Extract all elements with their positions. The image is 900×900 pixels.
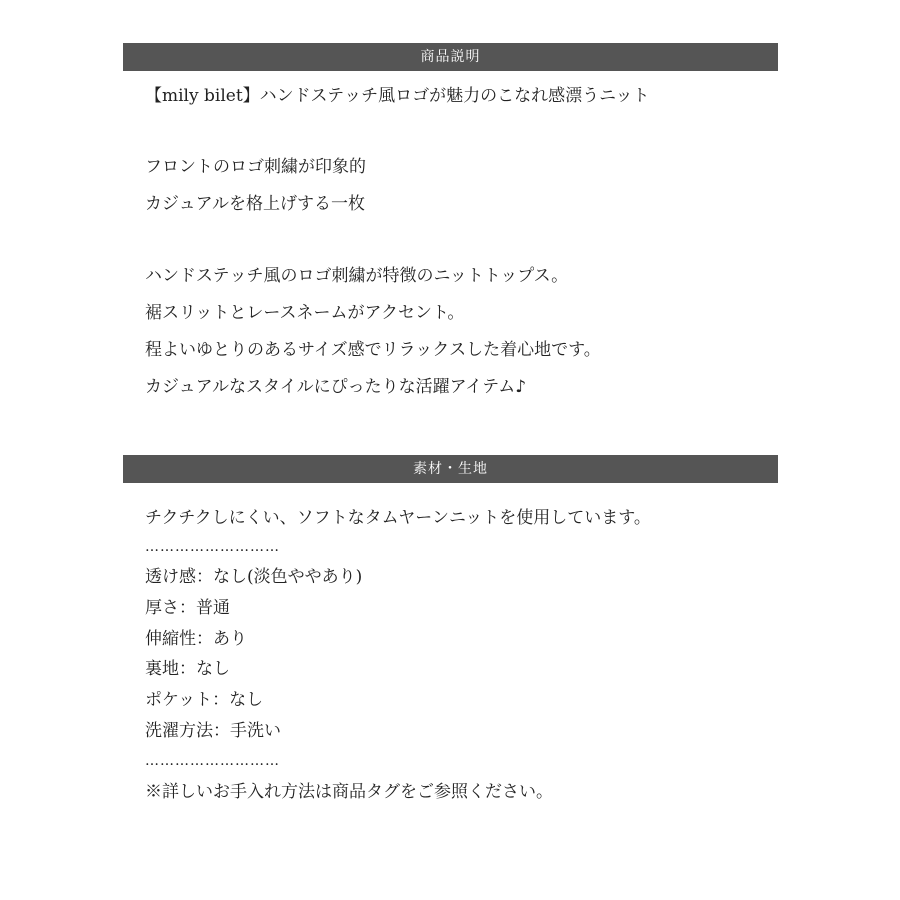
spec-washing: 洗濯方法：手洗い bbox=[145, 721, 281, 741]
material-intro: チクチクしにくい、ソフトなタムヤーンニットを使用しています。 bbox=[145, 508, 651, 528]
section-header-material: 素材・生地 bbox=[123, 455, 778, 483]
body-line-2: 裾スリットとレースネームがアクセント。 bbox=[145, 303, 465, 323]
spec-pocket: ポケット：なし bbox=[145, 690, 264, 710]
section-header-description: 商品説明 bbox=[123, 43, 778, 71]
spec-stretch: 伸縮性：あり bbox=[145, 629, 247, 649]
spec-transparency: 透け感：なし(淡色ややあり) bbox=[145, 567, 363, 587]
lead-line-1: フロントのロゴ刺繍が印象的 bbox=[145, 157, 366, 177]
care-note: ※詳しいお手入れ方法は商品タグをご参照ください。 bbox=[145, 782, 553, 802]
body-line-3: 程よいゆとりのあるサイズ感でリラックスした着心地です。 bbox=[145, 340, 601, 360]
lead-line-2: カジュアルを格上げする一枚 bbox=[145, 194, 365, 214]
divider-top: ……………………… bbox=[145, 539, 280, 555]
spec-thickness: 厚さ：普通 bbox=[145, 598, 230, 618]
product-title: 【mily bilet】ハンドステッチ風ロゴが魅力のこなれ感漂うニット bbox=[145, 86, 650, 106]
body-line-1: ハンドステッチ風のロゴ刺繍が特徴のニットトップス。 bbox=[145, 266, 569, 286]
body-line-4: カジュアルなスタイルにぴったりな活躍アイテム♪ bbox=[145, 377, 527, 397]
divider-bottom: ……………………… bbox=[145, 753, 280, 769]
spec-lining: 裏地：なし bbox=[145, 659, 230, 679]
